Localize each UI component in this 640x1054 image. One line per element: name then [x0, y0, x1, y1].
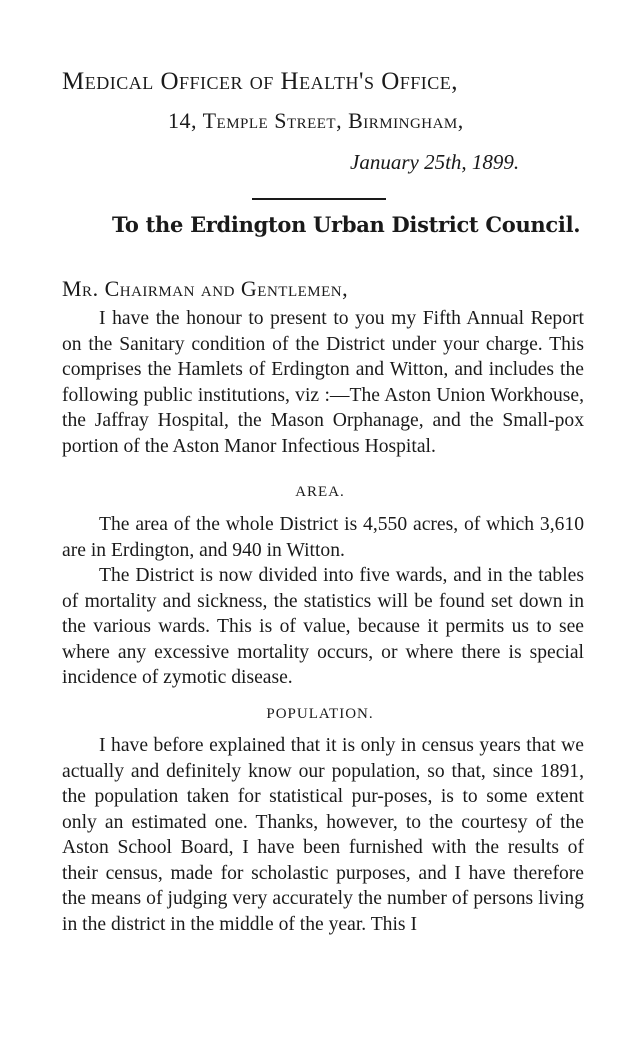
office-heading: Medical Officer of Health's Office,	[62, 68, 459, 95]
population-paragraph: I have before explained that it is only in census years that we actually and definitely know our population, so that, since 1891, the population taken for statistical pur-poses, is to some extent only an estimated one. Thanks, however, to the courtesy of the Aston School Board, I have been furnished with the results of their census, made for scholastic purposes, and I have therefore the means of judging very accurately the number of persons living in the district in the middle of the year. This I	[62, 735, 584, 935]
area-paragraph-2: The District is now divided into five wards, and in the tables of mortality and sickness, the statistics will be found set down in the various wards. This is of value, because it permits us to see where any excessive mortality occurs, or where there is special incidence of zymotic disease.	[62, 565, 584, 688]
office-address: 14, Temple Street, Birmingham,	[168, 108, 464, 133]
salutation: Mr. Chairman and Gentlemen,	[62, 276, 349, 301]
intro-paragraph-block	[62, 306, 584, 459]
area-paragraph-2-block	[62, 563, 584, 691]
divider-rule	[252, 198, 386, 200]
letter-date: January 25th, 1899.	[350, 150, 520, 174]
area-paragraph-1-block	[62, 512, 584, 563]
section-heading-population: POPULATION.	[266, 706, 374, 722]
section-heading-area: AREA.	[295, 484, 345, 500]
population-paragraph-block	[62, 733, 584, 937]
area-paragraph-1: The area of the whole District is 4,550 acres, of which 3,610 are in Erdington, and 940 in Witton.	[62, 514, 584, 561]
addressee-line: To the Erdington Urban District Council.	[112, 212, 581, 237]
intro-paragraph: I have the honour to present to you my Fifth Annual Report on the Sanitary condition of the District under your charge. This comprises the Hamlets of Erdington and Witton, and includes the following public institutions, viz :—The Aston Union Workhouse, the Jaffray Hospital, the Mason Orphanage, and the Small-pox portion of the Aston Manor Infectious Hospital.	[62, 308, 584, 457]
